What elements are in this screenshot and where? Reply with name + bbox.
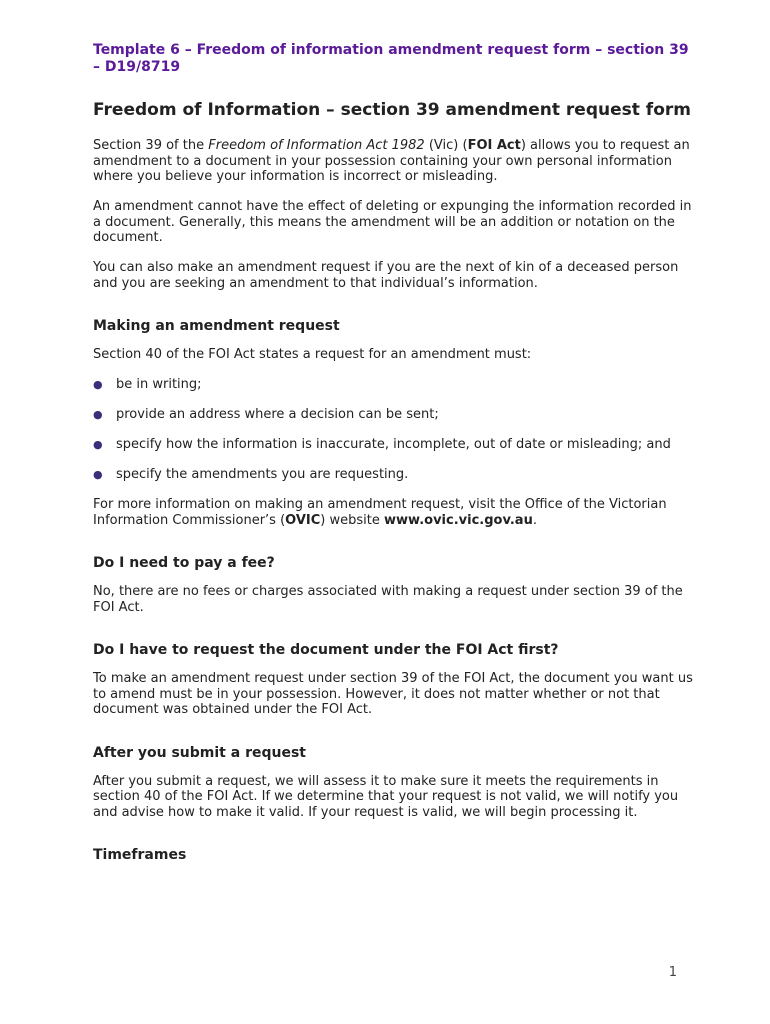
list-item: ● specify the amendments you are requesting. bbox=[93, 467, 409, 482]
intro-paragraph-3: You can also make an amendment request if you are the next of kin of a deceased person and you are seeking an amendment to that individual’s information. bbox=[93, 260, 679, 291]
ovic-abbreviation: OVIC bbox=[285, 512, 321, 528]
intro-paragraph-1: Section 39 of the Freedom of Information Act 1982 (Vic) (FOI Act) allows you to request an amendment to a document in your possession containing your own personal information where you believe your information is incorrect or misleading. bbox=[93, 138, 690, 184]
section-heading-foi-first: Do I have to request the document under the FOI Act first? bbox=[93, 642, 559, 658]
ovic-website-link[interactable]: www.ovic.vic.gov.au bbox=[384, 512, 533, 528]
section-heading-after-submit: After you submit a request bbox=[93, 744, 306, 761]
after-submit-paragraph: After you submit a request, we will assess it to make sure it meets the requirements in section 40 of the FOI Act. If we determine that your request is not valid, we will notify you and advise how to make it valid. If your request is valid, we will begin processing it. bbox=[93, 773, 679, 820]
list-item: ● be in writing; bbox=[93, 377, 202, 392]
fee-paragraph: No, there are no fees or charges associated with making a request under section 39 of the FOI Act. bbox=[93, 584, 683, 615]
bullet-icon: ● bbox=[93, 468, 103, 481]
bullet-icon: ● bbox=[93, 378, 103, 391]
document-title: Freedom of Information – section 39 amendment request form bbox=[93, 100, 691, 120]
list-item: ● specify how the information is inaccurate, incomplete, out of date or misleading; and bbox=[93, 437, 671, 452]
template-title: Template 6 – Freedom of information amendment request form – section 39 – D19/8719 bbox=[93, 42, 689, 75]
foi-first-paragraph: To make an amendment request under section 39 of the FOI Act, the document you want us to amend must be in your possession. However, it does not matter whether or not that document was obtained under the FOI Act. bbox=[93, 671, 693, 717]
list-item: ● provide an address where a decision can be sent; bbox=[93, 407, 439, 422]
intro-paragraph-2: An amendment cannot have the effect of deleting or expunging the information recorded in a document. Generally, this means the amendment will be an addition or notation on the document. bbox=[93, 199, 692, 245]
bullet-icon: ● bbox=[93, 438, 103, 451]
document-page bbox=[93, 42, 693, 876]
section-heading-making-request: Making an amendment request bbox=[93, 318, 340, 334]
making-request-lead: Section 40 of the FOI Act states a request for an amendment must: bbox=[93, 347, 532, 362]
act-abbreviation: FOI Act bbox=[467, 138, 521, 153]
section-heading-timeframes: Timeframes bbox=[93, 847, 187, 863]
page-number: 1 bbox=[668, 965, 677, 980]
requirements-list bbox=[93, 377, 693, 483]
act-name: Freedom of Information Act 1982 bbox=[208, 138, 425, 153]
more-information-paragraph: For more information on making an amendment request, visit the Office of the Victorian Information Commissioner’s (OVIC) website www.ovic.vic.gov.au. bbox=[93, 497, 667, 528]
section-heading-fee: Do I need to pay a fee? bbox=[93, 555, 275, 571]
bullet-icon: ● bbox=[93, 408, 103, 421]
